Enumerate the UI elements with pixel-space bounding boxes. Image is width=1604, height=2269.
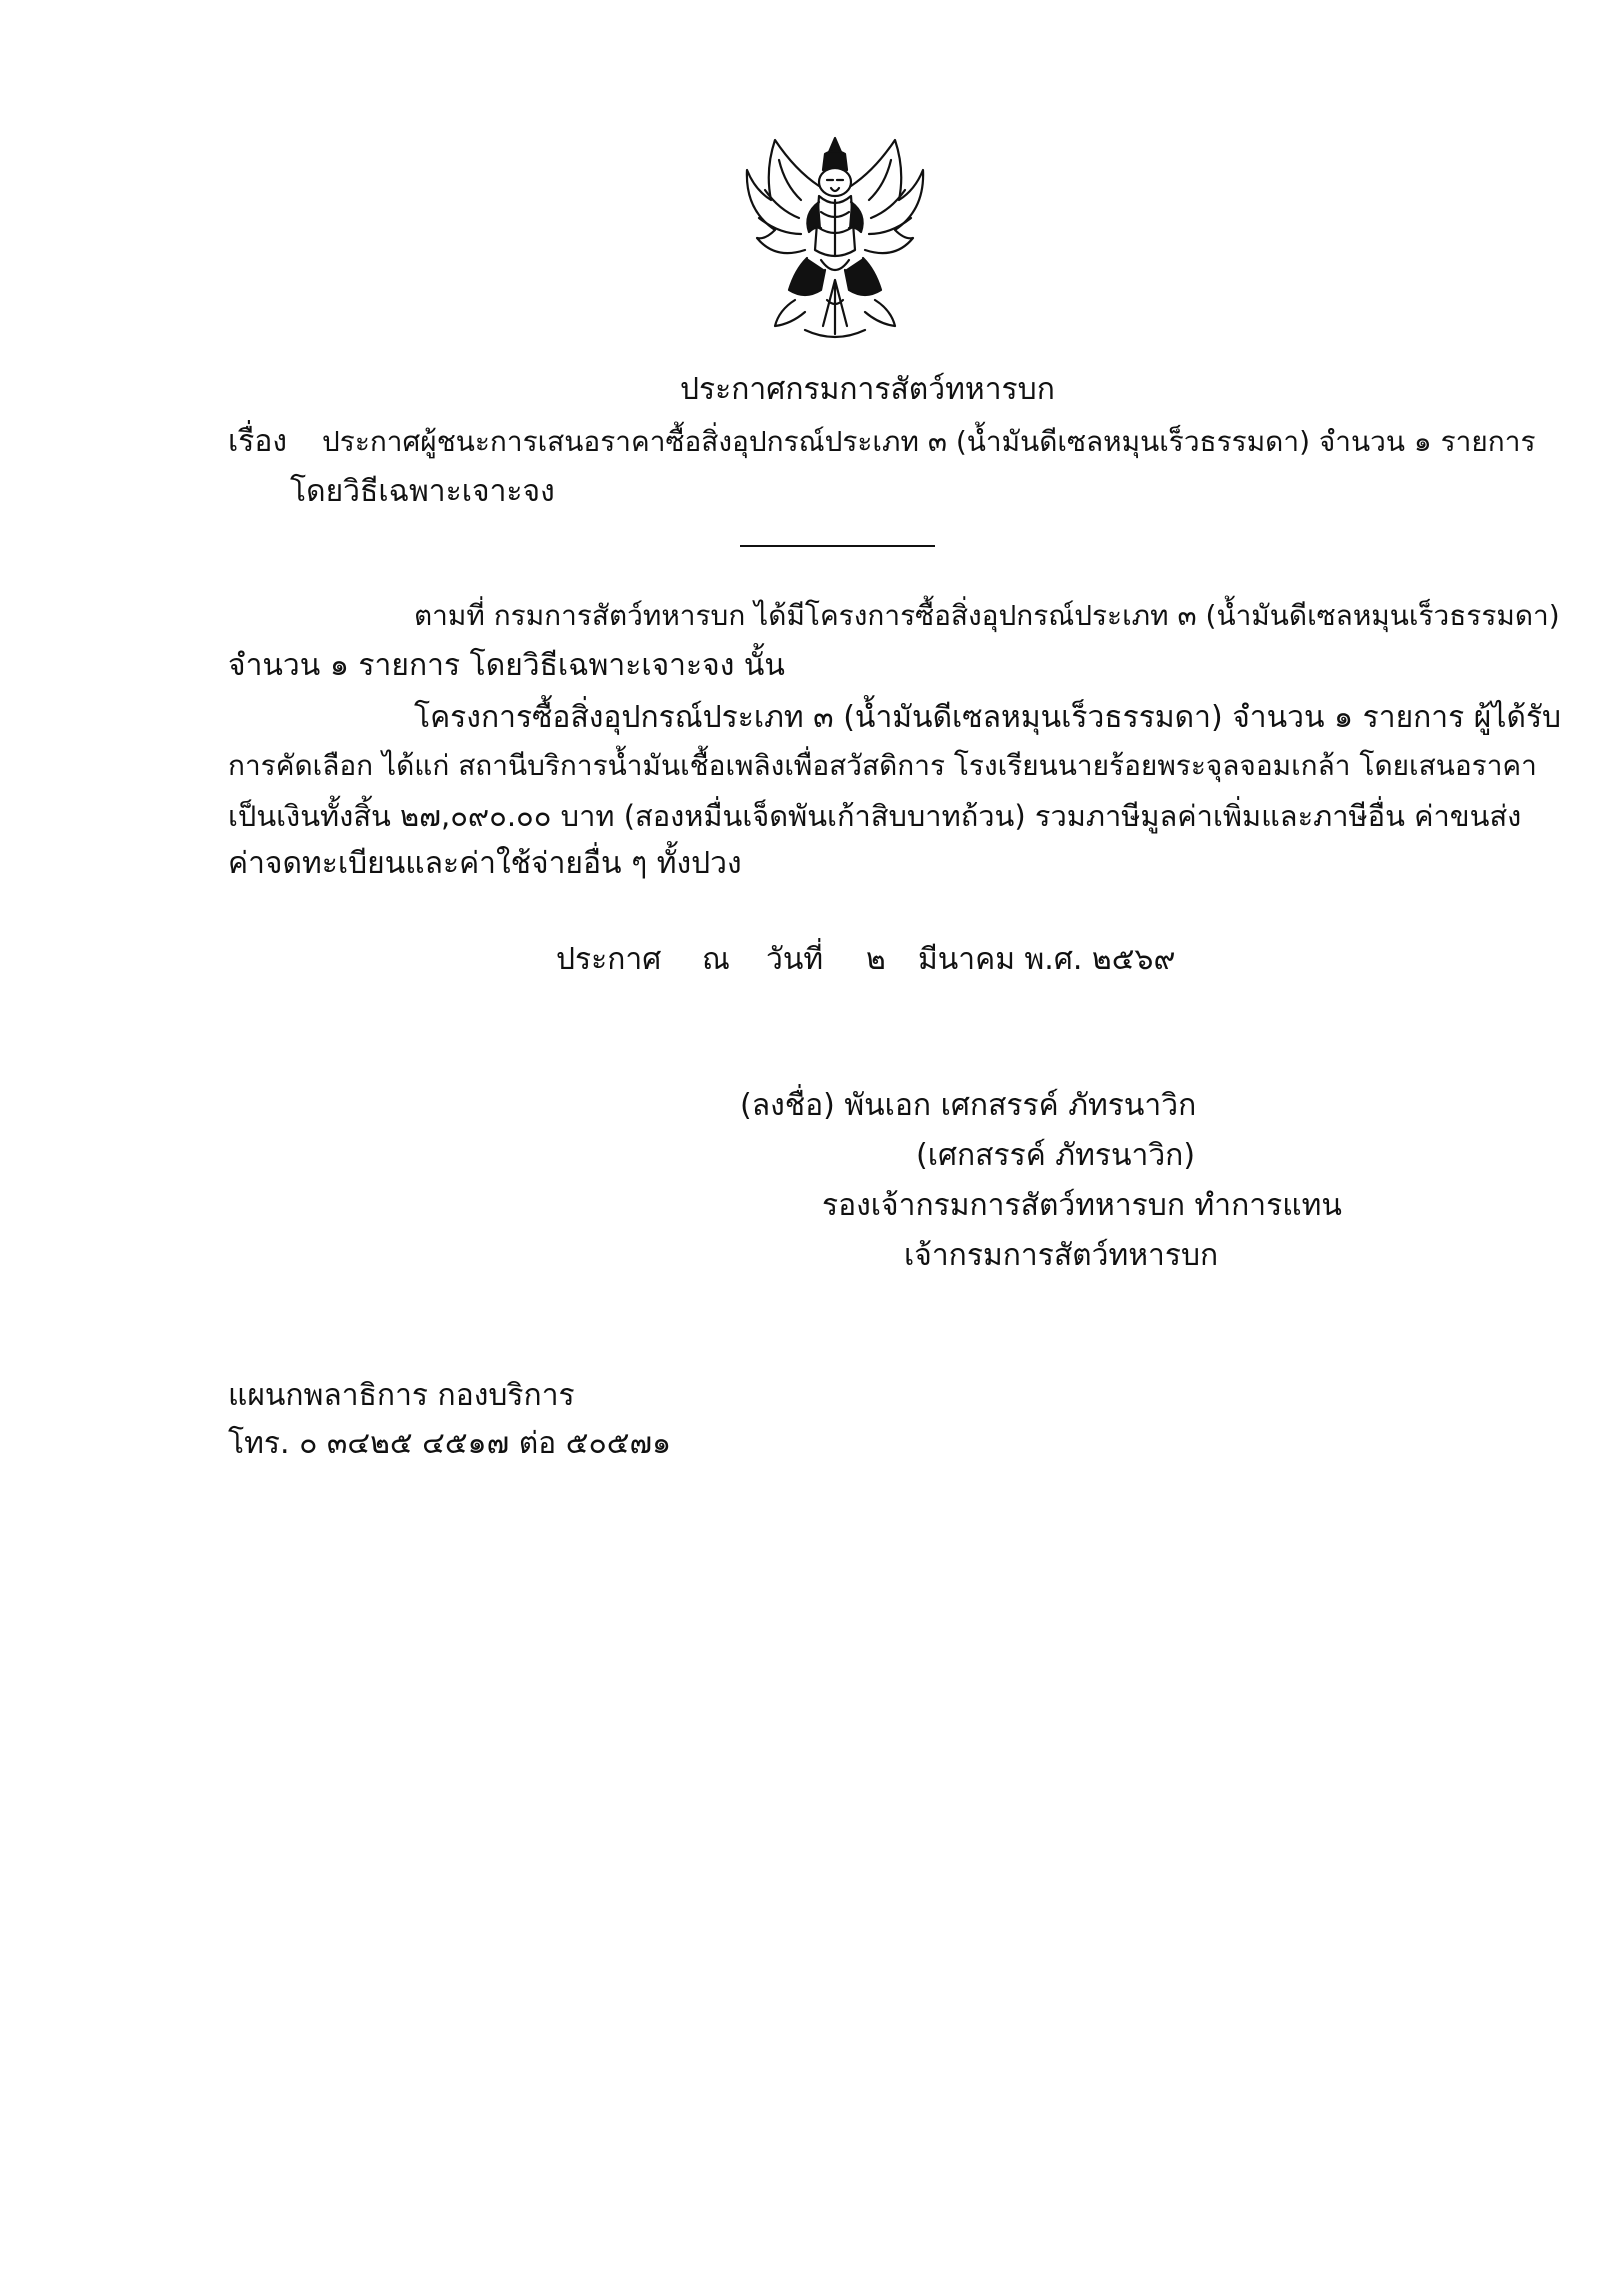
header-divider [740, 545, 935, 547]
garuda-emblem-icon [735, 130, 935, 345]
subject-line-1: ประกาศผู้ชนะการเสนอราคาซื้อสิ่งอุปกรณ์ประเภท ๓ (น้ำมันดีเซลหมุนเร็วธรรมดา) จำนวน ๑ รายการ [322, 425, 1536, 458]
date-at: ณ [702, 942, 730, 977]
paragraph-2-line-2: การคัดเลือก ได้แก่ สถานีบริการน้ำมันเชื้อเพลิงเพื่อสวัสดิการ โรงเรียนนายร้อยพระจุลจอมเกล้า โดยเสนอราคา [228, 749, 1537, 782]
footer-department: แผนกพลาธิการ กองบริการ [228, 1378, 575, 1413]
issuer-title: ประกาศกรมการสัตว์ทหารบก [680, 372, 1055, 407]
paragraph-2-line-1: โครงการซื้อสิ่งอุปกรณ์ประเภท ๓ (น้ำมันดีเซลหมุนเร็วธรรมดา) จำนวน ๑ รายการ ผู้ได้รับ [414, 700, 1562, 735]
date-announce: ประกาศ [556, 942, 662, 977]
signature-position-1: รองเจ้ากรมการสัตว์ทหารบก ทำการแทน [822, 1188, 1342, 1223]
signature-signed: (ลงชื่อ) พันเอก เศกสรรค์ ภัทรนาวิก [740, 1088, 1197, 1123]
subject-label: เรื่อง [228, 424, 288, 459]
signature-position-2: เจ้ากรมการสัตว์ทหารบก [904, 1238, 1219, 1273]
paragraph-2-line-3: เป็นเงินทั้งสิ้น ๒๗,๐๙๐.๐๐ บาท (สองหมื่นเจ็ดพันเก้าสิบบาทถ้วน) รวมภาษีมูลค่าเพิ่มและภาษีอื่น ค่าขนส่ง [228, 799, 1522, 833]
paragraph-1-line-1: ตามที่ กรมการสัตว์ทหารบก ได้มีโครงการซื้อสิ่งอุปกรณ์ประเภท ๓ (น้ำมันดีเซลหมุนเร็วธรรมดา) [414, 599, 1560, 632]
footer-phone: โทร. ๐ ๓๔๒๕ ๔๕๑๗ ต่อ ๕๐๕๗๑ [228, 1426, 672, 1461]
subject-line-2: โดยวิธีเฉพาะเจาะจง [290, 474, 555, 509]
date-day-label: วันที่ [766, 942, 824, 977]
signature-name: (เศกสรรค์ ภัทรนาวิก) [916, 1138, 1196, 1173]
paragraph-2-line-4: ค่าจดทะเบียนและค่าใช้จ่ายอื่น ๆ ทั้งปวง [228, 846, 742, 881]
date-month-year: มีนาคม พ.ศ. ๒๕๖๙ [918, 942, 1176, 977]
date-day: ๒ [866, 942, 886, 977]
paragraph-1-line-2: จำนวน ๑ รายการ โดยวิธีเฉพาะเจาะจง นั้น [228, 648, 785, 683]
